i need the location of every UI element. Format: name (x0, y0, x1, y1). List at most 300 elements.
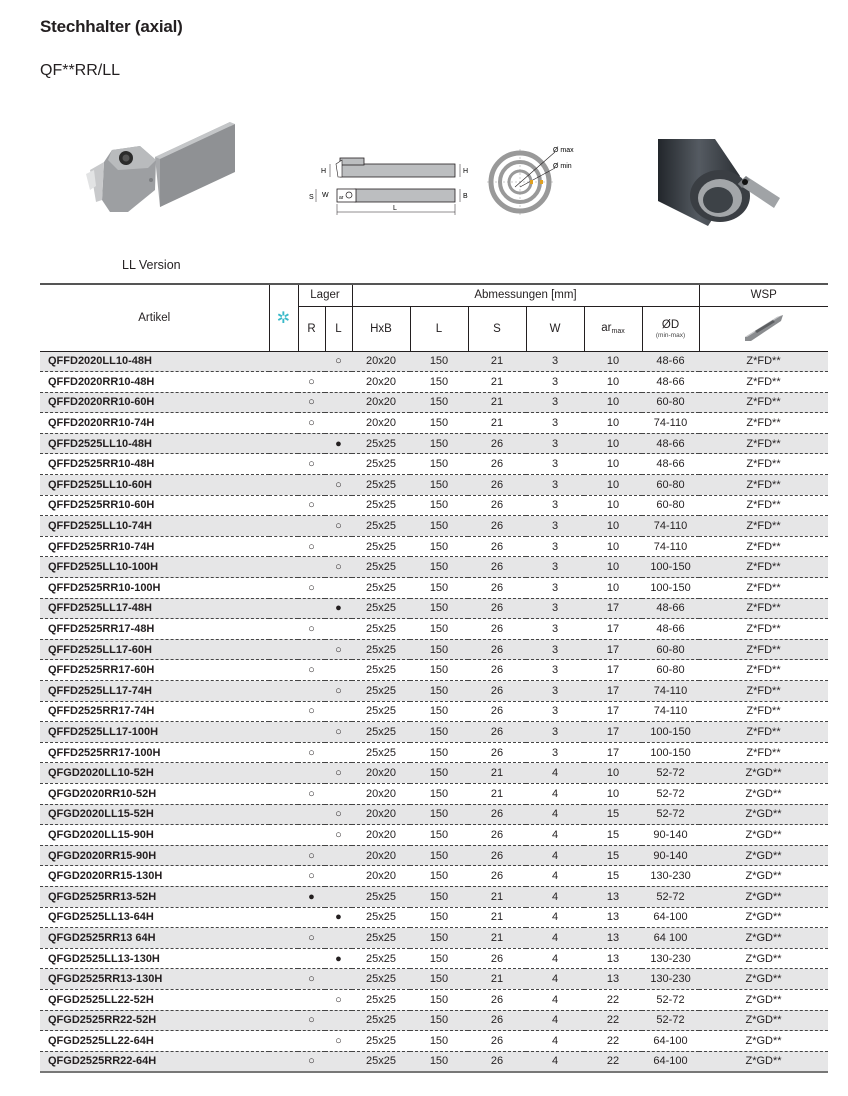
cell-diameter: 48-66 (642, 372, 699, 393)
cell-s: 26 (468, 557, 526, 578)
cell-artikel: QFFD2525RR10-60H (40, 495, 269, 516)
cell-artikel: QFGD2020LL15-52H (40, 804, 269, 825)
header-hxb: HxB (352, 306, 410, 351)
header-lager-l: L (325, 306, 352, 351)
cell-hxb: 25x25 (352, 1031, 410, 1052)
table-row (40, 639, 828, 660)
cell-star (269, 372, 298, 393)
cell-artikel: QFFD2525RR17-60H (40, 660, 269, 681)
cell-ar-max: 10 (584, 783, 642, 804)
label-d-min: Ø min (553, 163, 572, 170)
cell-wsp: Z*FD** (699, 372, 828, 393)
table-row (40, 742, 828, 763)
cell-lager-l: ○ (325, 825, 352, 846)
header-insert-image (699, 306, 828, 351)
cell-hxb: 20x20 (352, 804, 410, 825)
cell-length: 150 (410, 763, 468, 784)
cell-w: 4 (526, 928, 584, 949)
cell-lager-r: ○ (298, 372, 325, 393)
cell-w: 3 (526, 454, 584, 475)
cell-lager-l (325, 845, 352, 866)
table-row (40, 1051, 828, 1072)
cell-w: 3 (526, 351, 584, 372)
cell-ar-max: 13 (584, 969, 642, 990)
cell-lager-l (325, 742, 352, 763)
cell-length: 150 (410, 454, 468, 475)
cell-length: 150 (410, 804, 468, 825)
cell-artikel: QFGD2525LL22-64H (40, 1031, 269, 1052)
header-s: S (468, 306, 526, 351)
cell-ar-max: 22 (584, 989, 642, 1010)
cell-w: 3 (526, 536, 584, 557)
cell-hxb: 25x25 (352, 1010, 410, 1031)
cell-wsp: Z*FD** (699, 392, 828, 413)
label-b: B (463, 193, 468, 200)
cell-star (269, 742, 298, 763)
cell-ar-max: 10 (584, 475, 642, 496)
cell-w: 3 (526, 578, 584, 599)
cell-length: 150 (410, 886, 468, 907)
cell-length: 150 (410, 660, 468, 681)
cell-w: 4 (526, 1051, 584, 1072)
cell-length: 150 (410, 845, 468, 866)
cell-wsp: Z*FD** (699, 351, 828, 372)
cell-lager-r: ○ (298, 619, 325, 640)
cell-lager-r (298, 989, 325, 1010)
cell-length: 150 (410, 516, 468, 537)
cell-s: 26 (468, 598, 526, 619)
cell-s: 26 (468, 1051, 526, 1072)
cell-w: 3 (526, 413, 584, 434)
cell-length: 150 (410, 1051, 468, 1072)
cell-lager-r: ○ (298, 742, 325, 763)
cell-lager-l (325, 495, 352, 516)
ll-version-caption: LL Version (122, 258, 181, 272)
cell-lager-r: ○ (298, 866, 325, 887)
cell-hxb: 25x25 (352, 886, 410, 907)
cell-ar-max: 15 (584, 804, 642, 825)
cell-s: 26 (468, 433, 526, 454)
label-l: L (393, 205, 397, 212)
ar-subscript: max (611, 328, 625, 335)
cell-s: 21 (468, 392, 526, 413)
cell-wsp: Z*GD** (699, 825, 828, 846)
cell-ar-max: 15 (584, 866, 642, 887)
cell-diameter: 60-80 (642, 660, 699, 681)
cell-ar-max: 10 (584, 557, 642, 578)
cell-diameter: 130-230 (642, 948, 699, 969)
cell-hxb: 25x25 (352, 495, 410, 516)
cell-lager-l (325, 928, 352, 949)
cell-w: 4 (526, 948, 584, 969)
cell-diameter: 48-66 (642, 598, 699, 619)
cell-lager-r: ○ (298, 845, 325, 866)
page-title: Stechhalter (axial) (40, 17, 183, 36)
label-h-right: H (463, 168, 469, 175)
application-image (650, 136, 780, 236)
table-row (40, 619, 828, 640)
cell-w: 4 (526, 989, 584, 1010)
cell-artikel: QFGD2525RR22-64H (40, 1051, 269, 1072)
cell-diameter: 64-100 (642, 907, 699, 928)
cell-w: 3 (526, 639, 584, 660)
table-row (40, 557, 828, 578)
cell-wsp: Z*GD** (699, 989, 828, 1010)
cell-lager-l: ○ (325, 681, 352, 702)
cell-length: 150 (410, 701, 468, 722)
cell-diameter: 52-72 (642, 783, 699, 804)
cell-artikel: QFFD2020RR10-60H (40, 392, 269, 413)
cell-ar-max: 10 (584, 763, 642, 784)
cell-ar-max: 13 (584, 928, 642, 949)
cell-lager-r: ○ (298, 413, 325, 434)
label-h-left: H (321, 168, 327, 175)
cell-lager-r: ● (298, 886, 325, 907)
cell-lager-l: ● (325, 433, 352, 454)
cell-hxb: 25x25 (352, 475, 410, 496)
cell-length: 150 (410, 928, 468, 949)
cell-length: 150 (410, 1010, 468, 1031)
cell-length: 150 (410, 495, 468, 516)
cell-ar-max: 10 (584, 392, 642, 413)
cell-w: 3 (526, 557, 584, 578)
cell-s: 21 (468, 763, 526, 784)
label-s: S (309, 194, 314, 201)
cell-wsp: Z*FD** (699, 475, 828, 496)
cell-length: 150 (410, 989, 468, 1010)
cell-lager-l (325, 660, 352, 681)
cell-length: 150 (410, 639, 468, 660)
header-artikel: Artikel (40, 284, 269, 351)
cell-diameter: 52-72 (642, 989, 699, 1010)
cell-hxb: 25x25 (352, 948, 410, 969)
cell-wsp: Z*FD** (699, 681, 828, 702)
cell-lager-l (325, 454, 352, 475)
diameter-range-label: (min-max) (655, 331, 686, 339)
cell-star (269, 495, 298, 516)
cell-wsp: Z*GD** (699, 866, 828, 887)
cell-star (269, 1010, 298, 1031)
cell-lager-r: ○ (298, 392, 325, 413)
cell-star (269, 722, 298, 743)
cell-wsp: Z*FD** (699, 536, 828, 557)
cell-hxb: 20x20 (352, 413, 410, 434)
cell-wsp: Z*FD** (699, 557, 828, 578)
cell-artikel: QFFD2525LL10-74H (40, 516, 269, 537)
cell-ar-max: 17 (584, 681, 642, 702)
dimension-diagram (300, 142, 580, 227)
cell-length: 150 (410, 722, 468, 743)
cell-length: 150 (410, 433, 468, 454)
cell-ar-max: 10 (584, 433, 642, 454)
cell-diameter: 64-100 (642, 1051, 699, 1072)
cell-hxb: 25x25 (352, 722, 410, 743)
cell-w: 4 (526, 783, 584, 804)
cell-artikel: QFFD2020RR10-74H (40, 413, 269, 434)
cell-w: 3 (526, 392, 584, 413)
cell-wsp: Z*GD** (699, 907, 828, 928)
cell-star (269, 969, 298, 990)
cell-s: 26 (468, 578, 526, 599)
cell-diameter: 60-80 (642, 639, 699, 660)
cell-artikel: QFGD2525RR13 64H (40, 928, 269, 949)
cell-star (269, 557, 298, 578)
cell-lager-r: ○ (298, 701, 325, 722)
cell-diameter: 60-80 (642, 392, 699, 413)
cell-s: 26 (468, 804, 526, 825)
cell-wsp: Z*GD** (699, 763, 828, 784)
table-row (40, 969, 828, 990)
cell-w: 4 (526, 866, 584, 887)
cell-diameter: 90-140 (642, 825, 699, 846)
cell-artikel: QFFD2525RR17-74H (40, 701, 269, 722)
cell-s: 21 (468, 413, 526, 434)
cell-artikel: QFFD2525RR17-48H (40, 619, 269, 640)
cell-hxb: 25x25 (352, 454, 410, 475)
cell-diameter: 130-230 (642, 969, 699, 990)
cell-w: 4 (526, 969, 584, 990)
label-ar: ar (339, 195, 344, 201)
cell-lager-l (325, 701, 352, 722)
cell-s: 26 (468, 495, 526, 516)
table-row (40, 928, 828, 949)
cell-lager-r (298, 948, 325, 969)
cell-star (269, 989, 298, 1010)
cell-ar-max: 22 (584, 1010, 642, 1031)
table-row (40, 413, 828, 434)
table-row (40, 516, 828, 537)
table-row (40, 351, 828, 372)
cell-lager-l (325, 969, 352, 990)
cell-length: 150 (410, 598, 468, 619)
cell-lager-l (325, 1010, 352, 1031)
cell-hxb: 20x20 (352, 392, 410, 413)
cell-s: 21 (468, 907, 526, 928)
cell-star (269, 825, 298, 846)
header-wsp: WSP (699, 284, 828, 306)
cell-ar-max: 17 (584, 722, 642, 743)
cell-lager-l (325, 866, 352, 887)
cell-hxb: 25x25 (352, 681, 410, 702)
table-row (40, 392, 828, 413)
table-row (40, 536, 828, 557)
cell-star (269, 475, 298, 496)
cell-lager-l: ○ (325, 557, 352, 578)
cell-lager-r: ○ (298, 454, 325, 475)
cell-artikel: QFFD2525LL10-60H (40, 475, 269, 496)
cell-hxb: 25x25 (352, 639, 410, 660)
table-row (40, 1010, 828, 1031)
header-l: L (410, 306, 468, 351)
table-row (40, 475, 828, 496)
cell-length: 150 (410, 1031, 468, 1052)
cell-length: 150 (410, 969, 468, 990)
cell-artikel: QFGD2020RR15-130H (40, 866, 269, 887)
cell-lager-l (325, 372, 352, 393)
cell-length: 150 (410, 557, 468, 578)
cell-star (269, 516, 298, 537)
cell-lager-r: ○ (298, 536, 325, 557)
cell-artikel: QFGD2525LL22-52H (40, 989, 269, 1010)
cell-wsp: Z*GD** (699, 1031, 828, 1052)
cell-artikel: QFGD2525RR13-52H (40, 886, 269, 907)
table-row (40, 989, 828, 1010)
cell-star (269, 845, 298, 866)
cell-diameter: 48-66 (642, 433, 699, 454)
cell-lager-r (298, 681, 325, 702)
cell-s: 21 (468, 372, 526, 393)
cell-ar-max: 17 (584, 701, 642, 722)
cell-lager-l: ○ (325, 763, 352, 784)
cell-diameter: 52-72 (642, 1010, 699, 1031)
cell-star (269, 866, 298, 887)
table-row (40, 948, 828, 969)
cell-lager-l: ● (325, 948, 352, 969)
cell-lager-l: ○ (325, 639, 352, 660)
tool-holder-ll-image (60, 112, 260, 242)
cell-star (269, 886, 298, 907)
cell-hxb: 20x20 (352, 866, 410, 887)
cell-diameter: 74-110 (642, 681, 699, 702)
cell-lager-r (298, 516, 325, 537)
cell-lager-r: ○ (298, 1010, 325, 1031)
cell-artikel: QFFD2525RR10-100H (40, 578, 269, 599)
cell-diameter: 74-110 (642, 701, 699, 722)
cell-diameter: 100-150 (642, 557, 699, 578)
cell-length: 150 (410, 392, 468, 413)
cell-w: 4 (526, 1031, 584, 1052)
table-row (40, 681, 828, 702)
cell-wsp: Z*FD** (699, 413, 828, 434)
table-row (40, 660, 828, 681)
cell-lager-r (298, 557, 325, 578)
cell-lager-l: ● (325, 907, 352, 928)
cell-diameter: 52-72 (642, 886, 699, 907)
cell-ar-max: 17 (584, 660, 642, 681)
cell-w: 4 (526, 825, 584, 846)
cell-star (269, 701, 298, 722)
page-subtitle: QF**RR/LL (40, 62, 121, 79)
cell-length: 150 (410, 866, 468, 887)
cell-hxb: 25x25 (352, 660, 410, 681)
cell-diameter: 48-66 (642, 454, 699, 475)
cell-star (269, 578, 298, 599)
cell-star (269, 1031, 298, 1052)
cell-length: 150 (410, 413, 468, 434)
cell-artikel: QFGD2525RR22-52H (40, 1010, 269, 1031)
cell-wsp: Z*FD** (699, 495, 828, 516)
cell-artikel: QFFD2525LL10-100H (40, 557, 269, 578)
cell-hxb: 25x25 (352, 1051, 410, 1072)
cell-s: 26 (468, 1010, 526, 1031)
cell-lager-l (325, 413, 352, 434)
cell-lager-l (325, 1051, 352, 1072)
cell-w: 3 (526, 372, 584, 393)
cell-w: 3 (526, 495, 584, 516)
cell-lager-l (325, 783, 352, 804)
cell-artikel: QFFD2020RR10-48H (40, 372, 269, 393)
cell-wsp: Z*GD** (699, 948, 828, 969)
cell-s: 26 (468, 660, 526, 681)
cell-diameter: 90-140 (642, 845, 699, 866)
cell-hxb: 25x25 (352, 536, 410, 557)
header-lager-r: R (298, 306, 325, 351)
cell-w: 4 (526, 845, 584, 866)
cell-lager-r: ○ (298, 495, 325, 516)
cell-s: 26 (468, 989, 526, 1010)
cell-ar-max: 10 (584, 454, 642, 475)
star-icon: ✲ (276, 309, 291, 327)
cell-lager-l: ● (325, 598, 352, 619)
cell-length: 150 (410, 372, 468, 393)
cell-wsp: Z*FD** (699, 701, 828, 722)
cell-w: 4 (526, 886, 584, 907)
cell-ar-max: 17 (584, 598, 642, 619)
table-row (40, 907, 828, 928)
cell-ar-max: 13 (584, 886, 642, 907)
cell-lager-r: ○ (298, 660, 325, 681)
cell-wsp: Z*FD** (699, 742, 828, 763)
cell-s: 26 (468, 681, 526, 702)
table-row (40, 454, 828, 475)
cell-length: 150 (410, 578, 468, 599)
cell-star (269, 392, 298, 413)
cell-artikel: QFGD2020LL10-52H (40, 763, 269, 784)
cell-length: 150 (410, 536, 468, 557)
cell-w: 3 (526, 433, 584, 454)
cell-diameter: 64-100 (642, 1031, 699, 1052)
cell-diameter: 48-66 (642, 619, 699, 640)
cell-star (269, 660, 298, 681)
cell-lager-r: ○ (298, 783, 325, 804)
cell-lager-l: ○ (325, 722, 352, 743)
cell-ar-max: 10 (584, 536, 642, 557)
cell-s: 26 (468, 1031, 526, 1052)
cell-s: 26 (468, 536, 526, 557)
cell-artikel: QFGD2525LL13-130H (40, 948, 269, 969)
cell-diameter: 52-72 (642, 804, 699, 825)
cell-lager-r (298, 804, 325, 825)
cell-lager-l: ○ (325, 516, 352, 537)
cell-w: 3 (526, 742, 584, 763)
table-row (40, 783, 828, 804)
cell-w: 3 (526, 598, 584, 619)
cell-artikel: QFGD2525RR13-130H (40, 969, 269, 990)
header-ar-max (584, 306, 642, 351)
cell-wsp: Z*GD** (699, 886, 828, 907)
insert-icon (739, 311, 789, 343)
cell-star (269, 1051, 298, 1072)
cell-star (269, 639, 298, 660)
header-star (269, 284, 298, 351)
cell-wsp: Z*GD** (699, 845, 828, 866)
cell-artikel: QFGD2020RR15-90H (40, 845, 269, 866)
cell-hxb: 25x25 (352, 969, 410, 990)
label-d-max: Ø max (553, 147, 574, 154)
header-w: W (526, 306, 584, 351)
cell-hxb: 25x25 (352, 557, 410, 578)
cell-wsp: Z*GD** (699, 969, 828, 990)
table-row (40, 1031, 828, 1052)
cell-w: 4 (526, 1010, 584, 1031)
header-diameter (642, 306, 699, 351)
cell-hxb: 25x25 (352, 701, 410, 722)
cell-s: 26 (468, 516, 526, 537)
cell-s: 21 (468, 886, 526, 907)
cell-lager-r (298, 907, 325, 928)
cell-hxb: 25x25 (352, 578, 410, 599)
cell-s: 26 (468, 825, 526, 846)
